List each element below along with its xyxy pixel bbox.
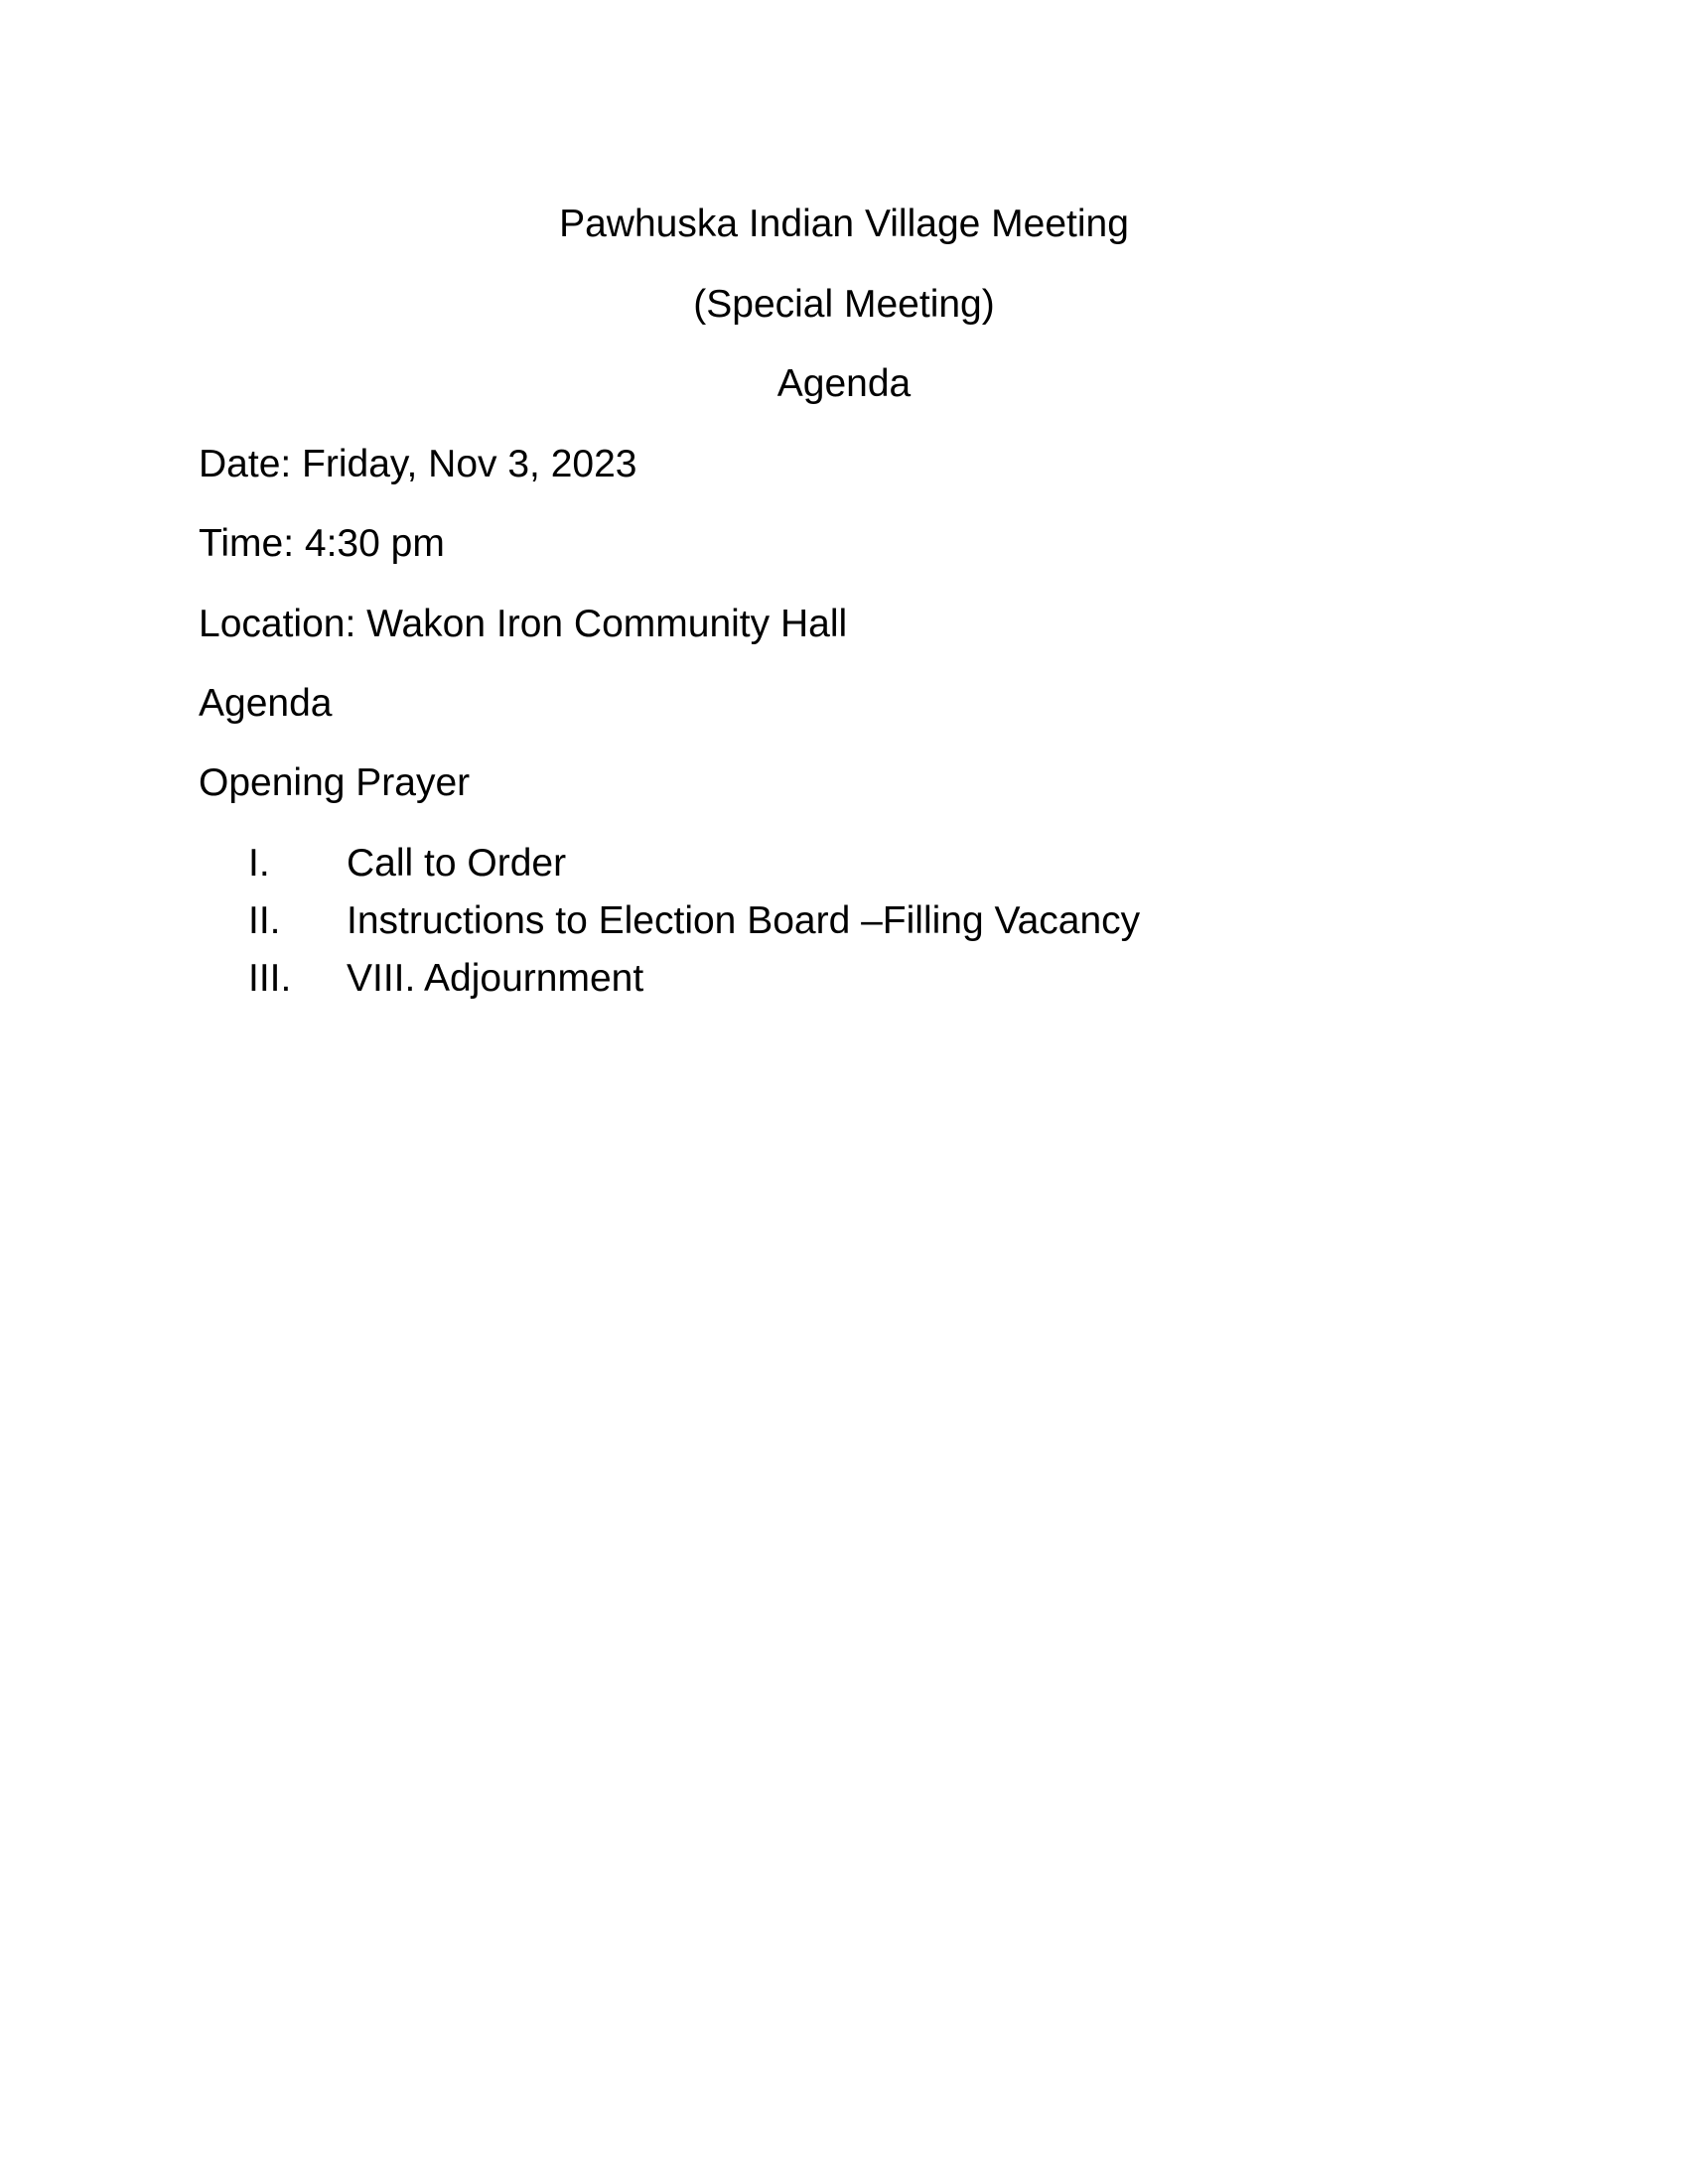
list-item-text: VIII. Adjournment — [347, 957, 644, 1000]
document-heading: Agenda — [776, 362, 912, 405]
list-item-text: Call to Order — [347, 842, 567, 885]
meeting-date: Date: Friday, Nov 3, 2023 — [199, 443, 637, 485]
meeting-location: Location: Wakon Iron Community Hall — [199, 603, 848, 645]
list-item-number: III. — [248, 957, 292, 1000]
document-title: Pawhuska Indian Village Meeting — [559, 203, 1129, 245]
opening-prayer: Opening Prayer — [199, 761, 471, 804]
list-item-number: I. — [248, 842, 270, 885]
list-item-number: II. — [248, 899, 281, 942]
meeting-time: Time: 4:30 pm — [199, 522, 445, 565]
document-subtitle: (Special Meeting) — [693, 283, 995, 326]
list-item-text: Instructions to Election Board –Filling Vacancy — [347, 899, 1141, 942]
agenda-label: Agenda — [199, 682, 333, 725]
